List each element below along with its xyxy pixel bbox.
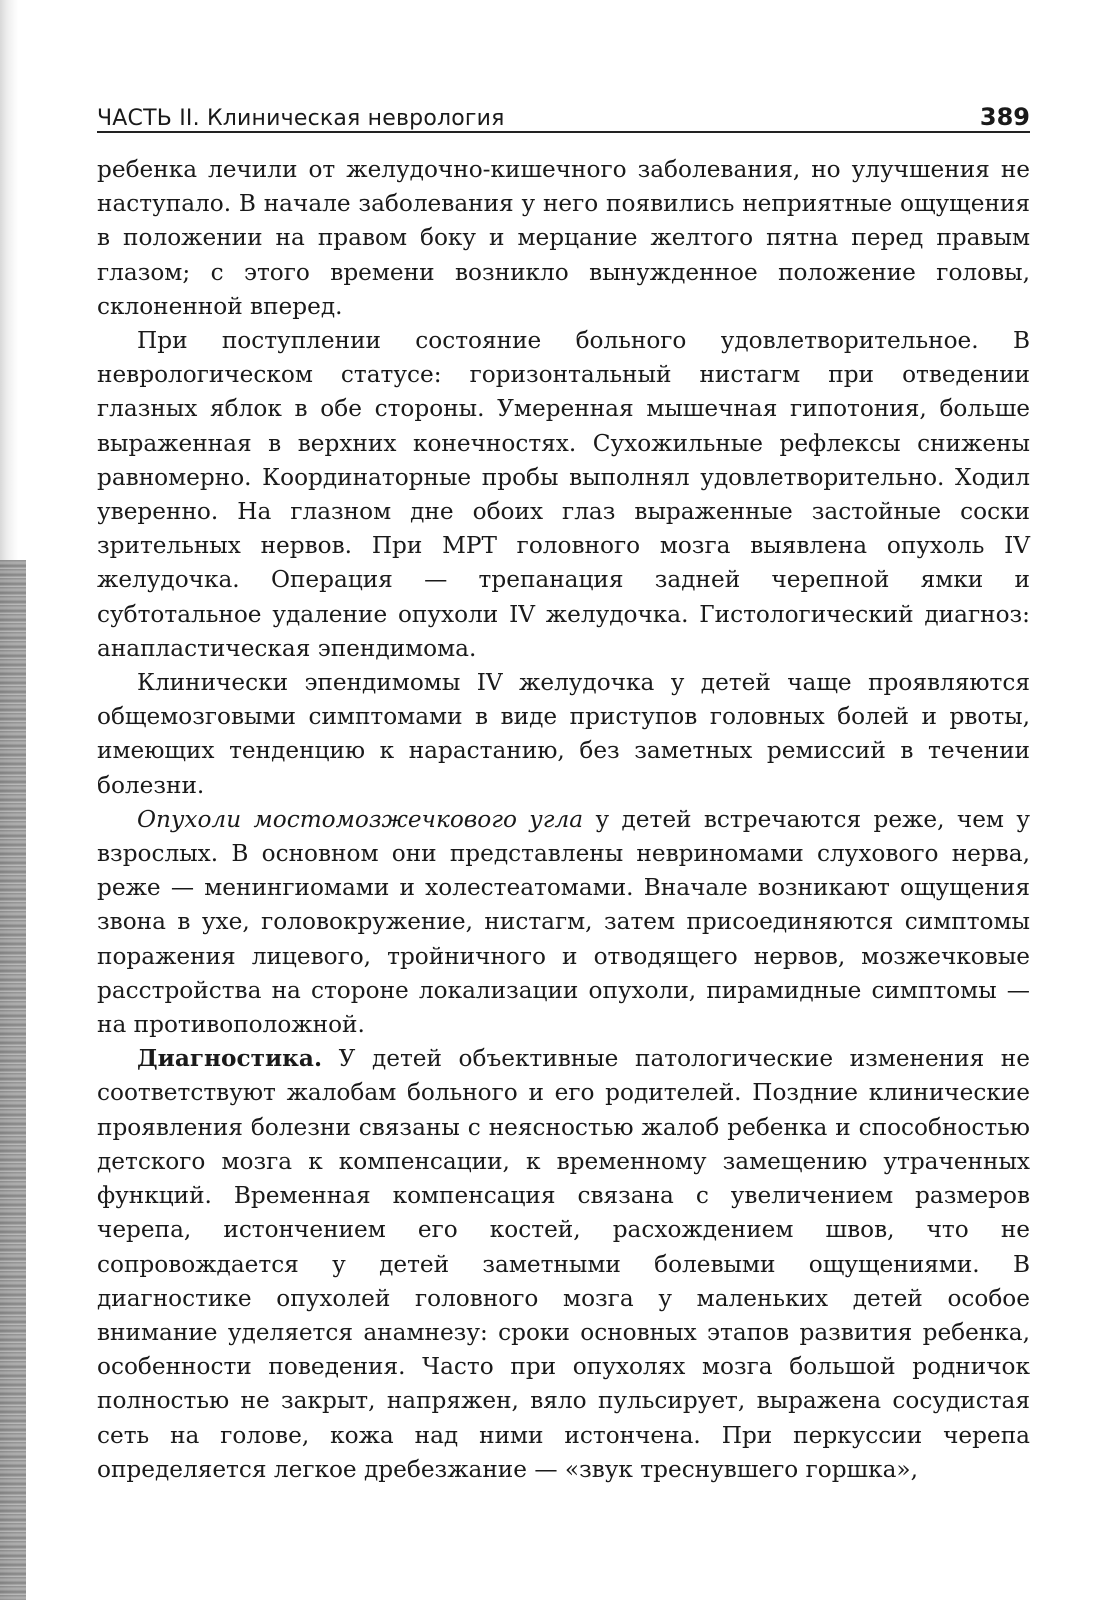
paragraph-4-lead: Опухоли мостомозжечкового угла bbox=[137, 805, 584, 833]
page-number: 389 bbox=[979, 103, 1030, 131]
paragraph-3-text: Клинически эпендимомы IV желудочка у детей чаще проявляются общемозговыми симптомами в виде приступов головных болей и рвоты, имеющих тенденцию к нарастанию, без заметных ремиссий в течении болезни. bbox=[97, 669, 1030, 799]
paragraph-2-text: При поступлении состояние больного удовлетворительное. В неврологическом статусе: горизонтальный нистагм при отведении глазных яблок в обе стороны. Умеренная мышечная гипотония, больше выраженная в верхних конечностях. Сухожильные рефлексы снижены равномерно. Координаторные пробы выполнял удовлетворительно. Ходил уверенно. На глазном дне обоих глаз выраженные застойные соски зрительных нервов. При МРТ головного мозга выявлена опухоль IV желудочка. Операция — трепанация задней черепной ямки и субтотальное удаление опухоли IV желудочка. Гистологический диагноз: анапластическая эпендимома. bbox=[97, 327, 1030, 662]
paragraph-5-lead: Диагностика. bbox=[137, 1045, 323, 1073]
paragraph-1 bbox=[97, 153, 1030, 324]
running-header bbox=[97, 97, 1030, 131]
paragraph-4 bbox=[97, 803, 1030, 1042]
page-body bbox=[97, 153, 1030, 1487]
running-header-title: ЧАСТЬ II. Клиническая неврология bbox=[97, 106, 505, 131]
paragraph-5-text: У детей объективные патологические изменения не соответствуют жалобам больного и его родителей. Поздние клинические проявления болезни связаны с неясностью жалоб ребенка и способностью детского мозга к компенсации, к временному замещению утраченных функций. Временная компенсация связана с увеличением размеров черепа, истончением его костей, расхождением швов, что не сопровождается у детей заметными болевыми ощущениями. В диагностике опухолей головного мозга у маленьких детей особое внимание уделяется анамнезу: сроки основных этапов развития ребенка, особенности поведения. Часто при опухолях мозга большой родничок полностью не закрыт, напряжен, вяло пульсирует, выражена сосудистая сеть на голове, кожа над ними истончена. При перкуссии черепа определяется легкое дребезжание — «звук треснувшего горшка», bbox=[97, 1045, 1030, 1483]
paragraph-4-text: у детей встречаются реже, чем у взрослых. В основном они представлены невриномами слухового нерва, реже — менингиомами и холестеатомами. Вначале возникают ощущения звона в ухе, головокружение, нистагм, затем присоединяются симптомы поражения лицевого, тройничного и отводящего нервов, мозжечковые расстройства на стороне локализации опухоли, пирамидные симптомы — на противоположной. bbox=[97, 805, 1030, 1039]
paragraph-1-text: ребенка лечили от желудочно-кишечного заболевания, но улучшения не наступало. В начале заболевания у него появились неприятные ощущения в положении на правом боку и мерцание желтого пятна перед правым глазом; с этого времени возникло вынужденное положение головы, склоненной вперед. bbox=[97, 156, 1030, 320]
header-rule bbox=[97, 131, 1030, 133]
scan-edge-binding bbox=[0, 560, 26, 1600]
paragraph-2 bbox=[97, 324, 1030, 666]
paragraph-3 bbox=[97, 666, 1030, 803]
paragraph-5 bbox=[97, 1042, 1030, 1487]
